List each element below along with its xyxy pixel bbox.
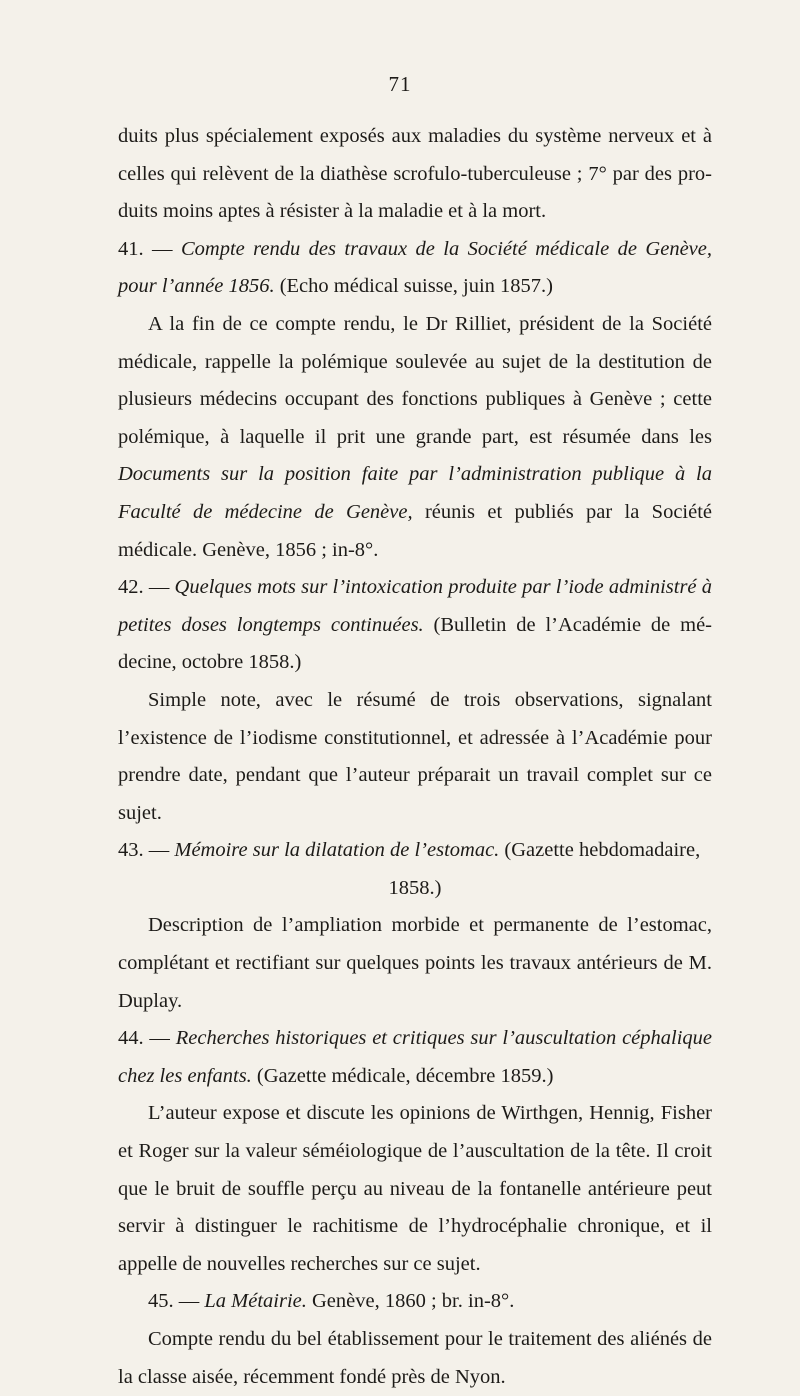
text-run: 41. — — [118, 237, 181, 260]
text-run: L’auteur expose et discute les opinions de Wirthgen, Hennig, Fisher et Roger sur la valeur séméiologique de l’auscultation de la tête. Il croit que le bruit de souffle perçu au niveau de la fontanelle antérieure peut servir à distinguer le rachitisme de l’hydrocéphalie chronique, et il appelle de nouvelles recherches sur ce sujet. — [118, 1102, 712, 1275]
paragraph — [118, 682, 712, 832]
text-run: (Gazette hebdomadaire, — [499, 839, 701, 862]
text-run: réunis et publiés par la Société médicale. Genève, 1856 ; in-8°. — [118, 500, 713, 561]
italic-title: Quelques mots sur l’intoxication produite par l’iode administré à petites doses longtemps continuées. — [118, 576, 712, 636]
italic-title: Documents sur la position faite par l’administration publique à la Faculté de médecine de Genève, — [118, 463, 712, 523]
text-run: (Gazette médicale, décembre 1859.) — [251, 1064, 554, 1087]
italic-title: Compte rendu des travaux de la Société médicale de Genève, pour l’année 1856. — [118, 237, 713, 298]
text-run: 43. — — [118, 839, 175, 862]
text-run: Compte rendu du bel établissement pour le traitement des aliénés de la classe aisée, récemment fondé près de Nyon. — [118, 1328, 712, 1388]
text-run: 45. — — [148, 1290, 205, 1313]
centered-line — [118, 870, 712, 908]
paragraph — [118, 118, 712, 231]
body-text — [118, 118, 712, 1396]
text-run: Description de l’ampliation morbide et permanente de l’estomac, complétant et rectifiant sur quelques points les travaux antérieurs de M. Duplay. — [118, 914, 712, 1012]
italic-title: Recherches historiques et critiques sur l’auscultation céphalique chez les enfants. — [118, 1027, 713, 1087]
text-run: Genève, 1860 ; br. in-8°. — [306, 1290, 515, 1313]
bibliography-entry — [118, 569, 712, 682]
bibliography-entry — [118, 1283, 712, 1321]
text-run: duits plus spécialement exposés aux maladies du système nerveux et à celles qui relèvent de la diathèse scrofulo-tuberculeuse ; 7° par des produits moins aptes à résister à la maladie et à la mort. — [118, 125, 712, 223]
text-run: A la fin de ce compte rendu, le Dr Rilliet, président de la Société médicale, rappelle la polémique soulevée au sujet de la destitution de plusieurs médecins occupant des fonctions publiques à Genève ; cette polémique, à laquelle il prit une grande part, est résumée dans les — [118, 312, 712, 448]
page-number: 71 — [388, 72, 412, 96]
text-run: 44. — — [118, 1027, 176, 1050]
italic-title: La Métairie. — [204, 1290, 307, 1313]
paragraph — [118, 1095, 712, 1283]
text-run: Simple note, avec le résumé de trois observations, signalant l’existence de l’iodisme constitutionnel, et adressée à l’Académie pour prendre date, pendant que l’auteur préparait un travail complet sur ce sujet. — [118, 688, 712, 824]
paragraph — [118, 306, 712, 569]
text-run: (Bulletin de l’Académie de médecine, octobre 1858.) — [118, 613, 712, 674]
italic-title: Mémoire sur la dilatation de l’estomac. — [174, 839, 500, 862]
text-run: (Echo médical suisse, juin 1857.) — [274, 275, 553, 298]
bibliography-entry — [118, 1020, 712, 1095]
paragraph — [118, 1321, 712, 1396]
text-run: 1858.) — [388, 876, 442, 899]
text-run: 42. — — [118, 576, 175, 599]
bibliography-entry — [118, 832, 712, 870]
paragraph — [118, 907, 712, 1020]
bibliography-entry — [118, 231, 712, 306]
